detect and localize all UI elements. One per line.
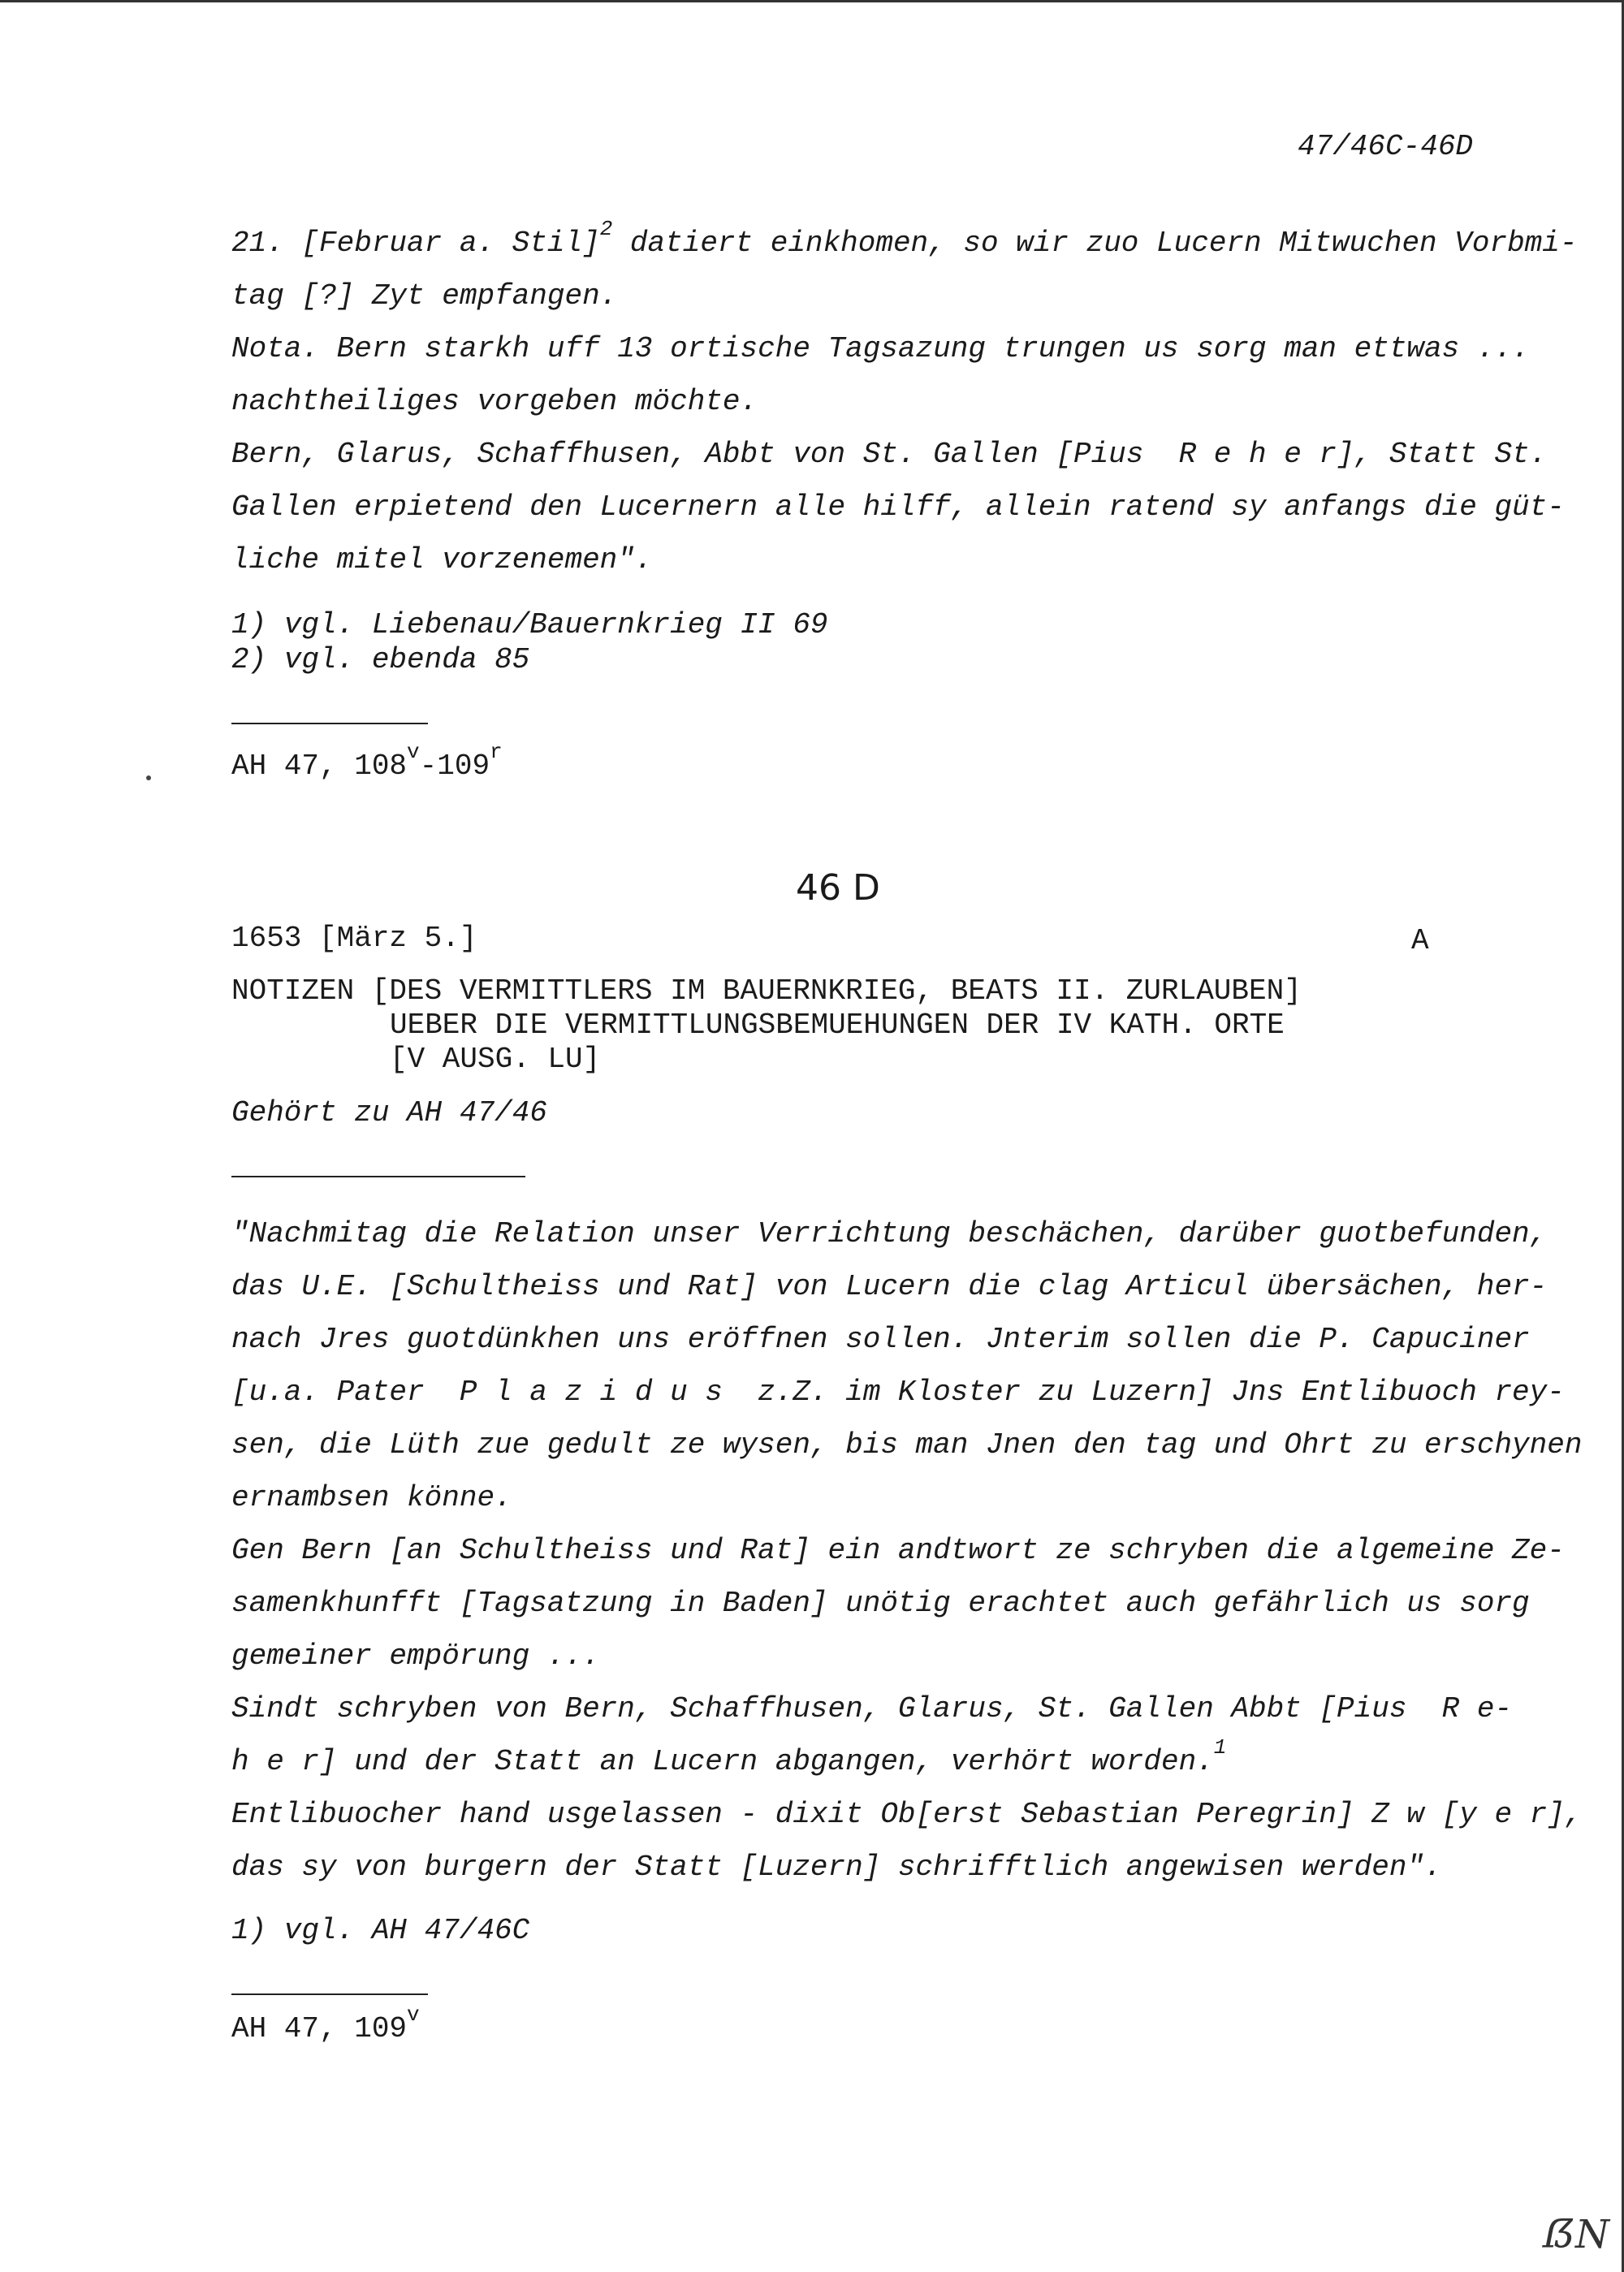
document-title-line-2: UEBER DIE VERMITTLUNGSBEMUEHUNGEN DER IV KATH. ORTE (390, 1009, 1285, 1042)
body-line-11: h e r] und der Statt an Lucern abgangen, verhört worden.$^1$ (231, 1735, 1227, 1778)
source-rule (231, 1993, 428, 1995)
body-line-6: ernambsen könne. (231, 1481, 512, 1514)
body-line-4: [u.a. Pater P l a z i d u s z.Z. im Kloster zu Luzern] Jns Entlibuoch rey- (231, 1376, 1565, 1409)
body-separator-rule (231, 1176, 525, 1177)
body-line-3: nach Jres guotdünkhen uns eröffnen sollen. Jnterim sollen die P. Capuciner (231, 1323, 1530, 1356)
page-edge-top (0, 0, 1624, 2)
body-line-13: das sy von burgern der Statt [Luzern] schrifftlich angewisen werden". (231, 1851, 1442, 1884)
prev-source-rule (231, 723, 428, 724)
prev-line-3: Nota. Bern starkh uff 13 ortische Tagsazung trungen us sorg man ettwas ... (231, 332, 1530, 365)
prev-footnote-1: 1) vgl. Liebenau/Bauernkrieg II 69 (231, 608, 828, 641)
body-line-5: sen, die Lüth zue gedult ze wysen, bis man Jnen den tag und Ohrt zu erschynen (231, 1428, 1583, 1462)
document-title-line-3: [V AUSG. LU] (390, 1043, 601, 1076)
source-reference: AH 47, 109$^v$ (231, 2002, 420, 2045)
page-reference: 47/46C-46D (1298, 130, 1474, 163)
prev-line-6: Gallen erpietend den Lucernern alle hilff, allein ratend sy anfangs die güt- (231, 490, 1565, 524)
body-line-10: Sindt schryben von Bern, Schaffhusen, Glarus, St. Gallen Abbt [Pius R e- (231, 1692, 1513, 1726)
prev-footnote-2: 2) vgl. ebenda 85 (231, 643, 530, 676)
body-line-7: Gen Bern [an Schultheiss und Rat] ein andtwort ze schryben die algemeine Ze- (231, 1534, 1565, 1567)
prev-line-1: 21. [Februar a. Stil]$^2$ datiert einkhomen, so wir zuo Lucern Mitwuchen Vorbmi- (231, 217, 1578, 260)
prev-line-5: Bern, Glarus, Schaffhusen, Abbt von St. Gallen [Pius R e h e r], Statt St. (231, 438, 1548, 471)
body-line-1: "Nachmitag die Relation unser Verrichtung beschächen, darüber guotbefunden, (231, 1217, 1548, 1250)
prev-line-2: tag [?] Zyt empfangen. (231, 279, 618, 313)
document-belongs-to: Gehört zu AH 47/46 (231, 1096, 547, 1130)
prev-line-4: nachtheiliges vorgeben möchte. (231, 385, 758, 418)
document-title-line-1: NOTIZEN [DES VERMITTLERS IM BAUERNKRIEG, BEATS II. ZURLAUBEN] (231, 974, 1302, 1008)
prev-line-7: liche mitel vorzenemen". (231, 543, 653, 577)
body-line-2: das U.E. [Schultheiss und Rat] von Lucern die clag Articul übersächen, her- (231, 1270, 1548, 1303)
document-number: 46 D (796, 867, 880, 909)
body-line-12: Entlibuocher hand usgelassen - dixit Ob[erst Sebastian Peregrin] Z w [y e r], (231, 1798, 1583, 1831)
stray-mark (146, 775, 151, 780)
body-line-9: gemeiner empörung ... (231, 1639, 600, 1673)
document-date: 1653 [März 5.] (231, 922, 477, 955)
body-line-8: samenkhunfft [Tagsatzung in Baden] unötig erachtet auch gefährlich us sorg (231, 1587, 1530, 1620)
prev-source-reference: AH 47, 108$^v$-109$^r$ (231, 740, 503, 783)
document-letter: A (1411, 924, 1429, 957)
handwritten-initials: ẞN (1543, 2212, 1609, 2257)
body-footnote-1: 1) vgl. AH 47/46C (231, 1914, 530, 1947)
